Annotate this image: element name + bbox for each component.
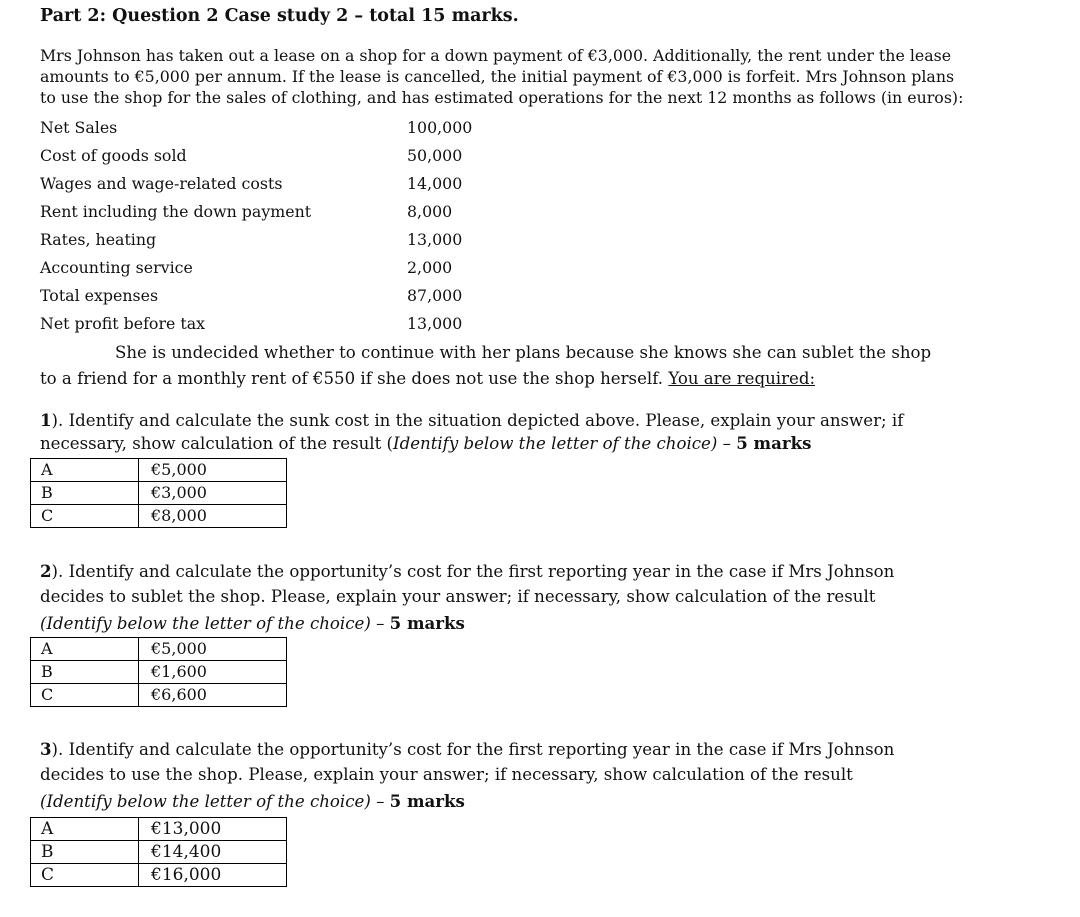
- question-text: ). Identify and calculate the opportunity’s cost for the first reporting year in the case if Mrs Johnson: [51, 740, 895, 759]
- choice-amount: €14,400: [139, 841, 287, 864]
- choice-letter: C: [31, 505, 139, 528]
- choice-amount: €13,000: [139, 818, 287, 841]
- question-text: necessary, show calculation of the result (: [40, 434, 394, 453]
- choice-letter: A: [31, 638, 139, 661]
- question-number: 3: [40, 739, 52, 759]
- operations-label: Accounting service: [40, 258, 193, 277]
- table-row[interactable]: [31, 818, 287, 841]
- choice-amount: €1,600: [139, 661, 287, 684]
- question-2-line-1: [40, 560, 894, 583]
- table-row[interactable]: [31, 841, 287, 864]
- question-1-choices-table: [30, 458, 287, 528]
- question-number: 2: [40, 561, 52, 581]
- operations-value: 50,000: [407, 146, 463, 165]
- choice-letter: C: [31, 684, 139, 707]
- choice-amount: €16,000: [139, 864, 287, 887]
- choice-amount: €5,000: [139, 638, 287, 661]
- question-1-line-2: [40, 432, 811, 455]
- intro-line-1: Mrs Johnson has taken out a lease on a shop for a down payment of €3,000. Additionally, the rent under the lease: [40, 46, 952, 65]
- question-text: ). Identify and calculate the opportunity’s cost for the first reporting year in the case if Mrs Johnson: [51, 562, 895, 581]
- operations-label: Rates, heating: [40, 230, 157, 249]
- question-instruction: (Identify below the letter of the choice): [40, 614, 371, 633]
- question-marks: 5 marks: [736, 433, 812, 453]
- question-dash: –: [717, 434, 737, 453]
- table-row[interactable]: [31, 459, 287, 482]
- choice-letter: B: [31, 482, 139, 505]
- choice-amount: €8,000: [139, 505, 287, 528]
- operations-value: 100,000: [407, 118, 473, 137]
- question-dash: –: [370, 614, 390, 633]
- operations-value: 13,000: [407, 230, 463, 249]
- operations-value: 13,000: [407, 314, 463, 333]
- question-2-line-3: [40, 612, 465, 635]
- question-marks: 5 marks: [389, 613, 465, 633]
- table-row[interactable]: [31, 684, 287, 707]
- operations-value: 8,000: [407, 202, 453, 221]
- operations-value: 87,000: [407, 286, 463, 305]
- question-1-line-1: [40, 409, 903, 432]
- sublet-line-2: [40, 368, 815, 390]
- choice-letter: B: [31, 841, 139, 864]
- table-row[interactable]: [31, 505, 287, 528]
- table-row[interactable]: [31, 638, 287, 661]
- choice-letter: C: [31, 864, 139, 887]
- choice-letter: B: [31, 661, 139, 684]
- question-instruction: Identify below the letter of the choice): [393, 434, 718, 453]
- operations-label: Wages and wage-related costs: [40, 174, 283, 193]
- question-3-choices-table: [30, 817, 287, 887]
- choice-amount: €3,000: [139, 482, 287, 505]
- question-2-choices-table: [30, 637, 287, 707]
- question-3-line-2: decides to use the shop. Please, explain your answer; if necessary, show calculation of the result: [40, 765, 853, 784]
- sublet-line-1: She is undecided whether to continue with her plans because she knows she can sublet the shop: [115, 343, 932, 362]
- operations-value: 14,000: [407, 174, 463, 193]
- operations-label: Cost of goods sold: [40, 146, 187, 165]
- question-number: 1: [40, 410, 52, 430]
- table-row[interactable]: [31, 661, 287, 684]
- operations-label: Net Sales: [40, 118, 118, 137]
- operations-label: Net profit before tax: [40, 314, 206, 333]
- required-label: You are required:: [668, 369, 816, 388]
- intro-line-3: to use the shop for the sales of clothing, and has estimated operations for the next 12 months as follows (in euros):: [40, 88, 964, 107]
- question-marks: 5 marks: [389, 791, 465, 811]
- question-2-line-2: decides to sublet the shop. Please, explain your answer; if necessary, show calculation of the result: [40, 587, 876, 606]
- operations-value: 2,000: [407, 258, 453, 277]
- question-text: ). Identify and calculate the sunk cost in the situation depicted above. Please, explain your answer; if: [51, 411, 904, 430]
- intro-line-2: amounts to €5,000 per annum. If the lease is cancelled, the initial payment of €3,000 is forfeit. Mrs Johnson plans: [40, 67, 955, 86]
- table-row[interactable]: [31, 864, 287, 887]
- page-title: Part 2: Question 2 Case study 2 – total 15 marks.: [40, 6, 519, 26]
- choice-amount: €6,600: [139, 684, 287, 707]
- question-instruction: (Identify below the letter of the choice): [40, 792, 371, 811]
- question-dash: –: [370, 792, 390, 811]
- question-3-line-1: [40, 738, 894, 761]
- sublet-line-2-text: to a friend for a monthly rent of €550 if she does not use the shop herself.: [40, 369, 664, 388]
- operations-label: Rent including the down payment: [40, 202, 312, 221]
- table-row[interactable]: [31, 482, 287, 505]
- operations-label: Total expenses: [40, 286, 159, 305]
- choice-amount: €5,000: [139, 459, 287, 482]
- choice-letter: A: [31, 459, 139, 482]
- choice-letter: A: [31, 818, 139, 841]
- question-3-line-3: [40, 790, 465, 813]
